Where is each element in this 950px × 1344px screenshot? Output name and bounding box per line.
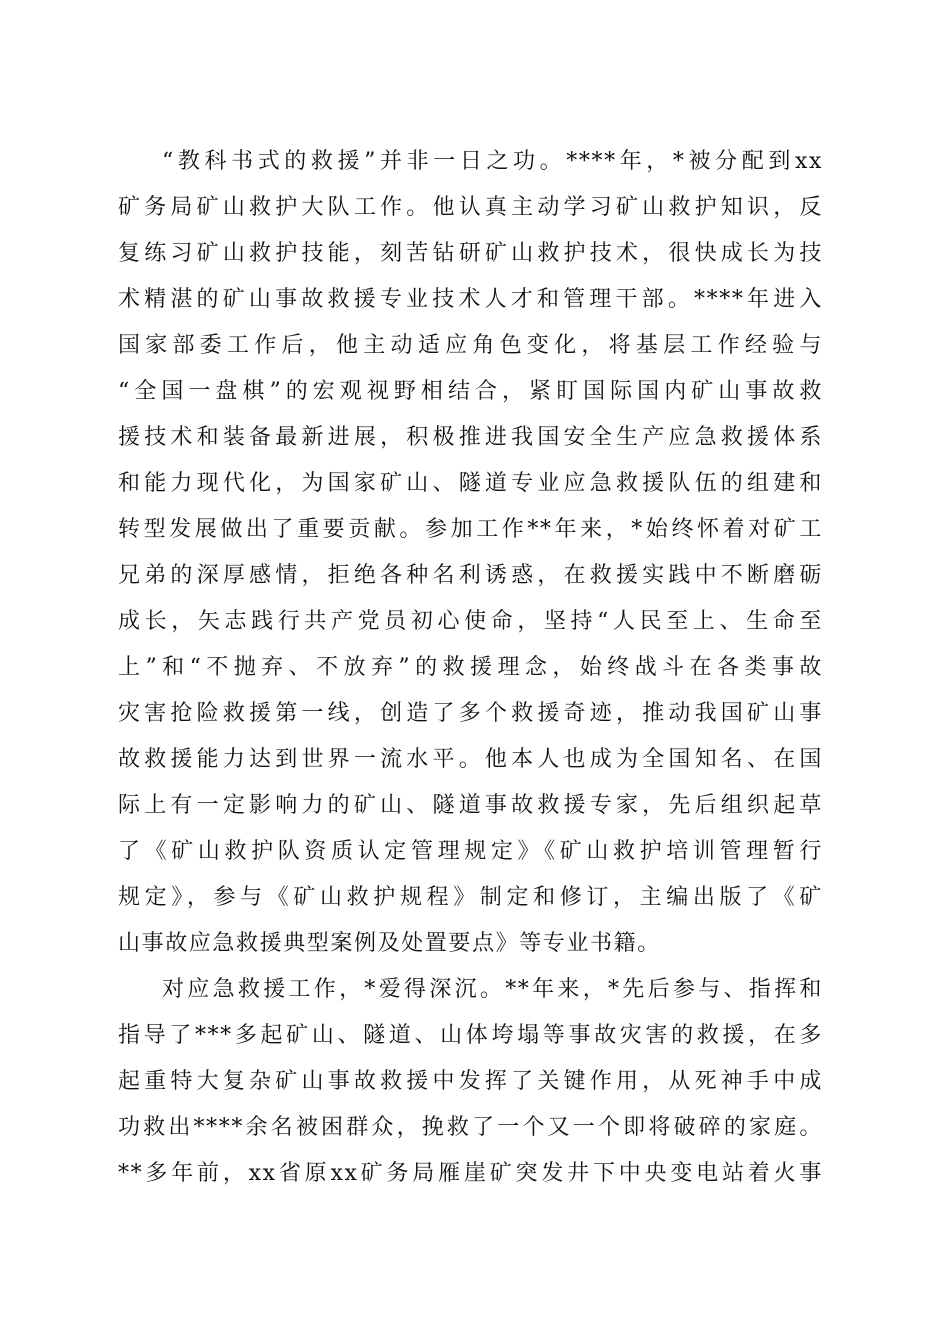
paragraph-1-line-1: “教科书式的救援”并非一日之功。****年，*被分配到xx [162,149,823,174]
paragraph-1-line-4: 术精湛的矿山事故救援专业技术人才和管理干部。****年进入 [118,287,823,312]
paragraph-1-line-2: 矿务局矿山救护大队工作。他认真主动学习矿山救护知识，反 [118,195,823,220]
paragraph-1-line-14: 故救援能力达到世界一流水平。他本人也成为全国知名、在国 [118,747,823,772]
paragraph-2-line-4: 功救出****余名被困群众，挽救了一个又一个即将破碎的家庭。 [118,1115,823,1140]
paragraph-1-line-13: 灾害抢险救援第一线，创造了多个救援奇迹，推动我国矿山事 [118,701,823,726]
paragraph-2-line-5: **多年前，xx省原xx矿务局雁崖矿突发井下中央变电站着火事 [118,1161,823,1186]
paragraph-1-line-7: 援技术和装备最新进展，积极推进我国安全生产应急救援体系 [118,425,823,450]
paragraph-1-line-16: 了《矿山救护队资质认定管理规定》《矿山救护培训管理暂行 [118,839,823,864]
paragraph-1-line-9: 转型发展做出了重要贡献。参加工作**年来，*始终怀着对矿工 [118,517,823,542]
paragraph-2-line-1: 对应急救援工作，*爱得深沉。**年来，*先后参与、指挥和 [162,977,823,1002]
paragraph-2-line-3: 起重特大复杂矿山事故救援中发挥了关键作用，从死神手中成 [118,1069,823,1094]
paragraph-1-line-12: 上”和“不抛弃、不放弃”的救援理念，始终战斗在各类事故 [118,655,823,680]
paragraph-1-line-11: 成长，矢志践行共产党员初心使命，坚持“人民至上、生命至 [118,609,823,634]
paragraph-1-line-5: 国家部委工作后，他主动适应角色变化，将基层工作经验与 [118,333,823,358]
paragraph-1-line-6: “全国一盘棋”的宏观视野相结合，紧盯国际国内矿山事故救 [118,379,823,404]
paragraph-2-line-2: 指导了***多起矿山、隧道、山体垮塌等事故灾害的救援，在多 [118,1023,823,1048]
paragraph-1-line-15: 际上有一定影响力的矿山、隧道事故救援专家，先后组织起草 [118,793,823,818]
paragraph-1-line-3: 复练习矿山救护技能，刻苦钻研矿山救护技术，很快成长为技 [118,241,823,266]
paragraph-1-line-10: 兄弟的深厚感情，拒绝各种名利诱惑，在救援实践中不断磨砺 [118,563,823,588]
paragraph-1-line-17: 规定》，参与《矿山救护规程》制定和修订，主编出版了《矿 [118,885,823,910]
paragraph-1-line-18: 山事故应急救援典型案例及处置要点》等专业书籍。 [118,931,661,956]
paragraph-1-line-8: 和能力现代化，为国家矿山、隧道专业应急救援队伍的组建和 [118,471,823,496]
